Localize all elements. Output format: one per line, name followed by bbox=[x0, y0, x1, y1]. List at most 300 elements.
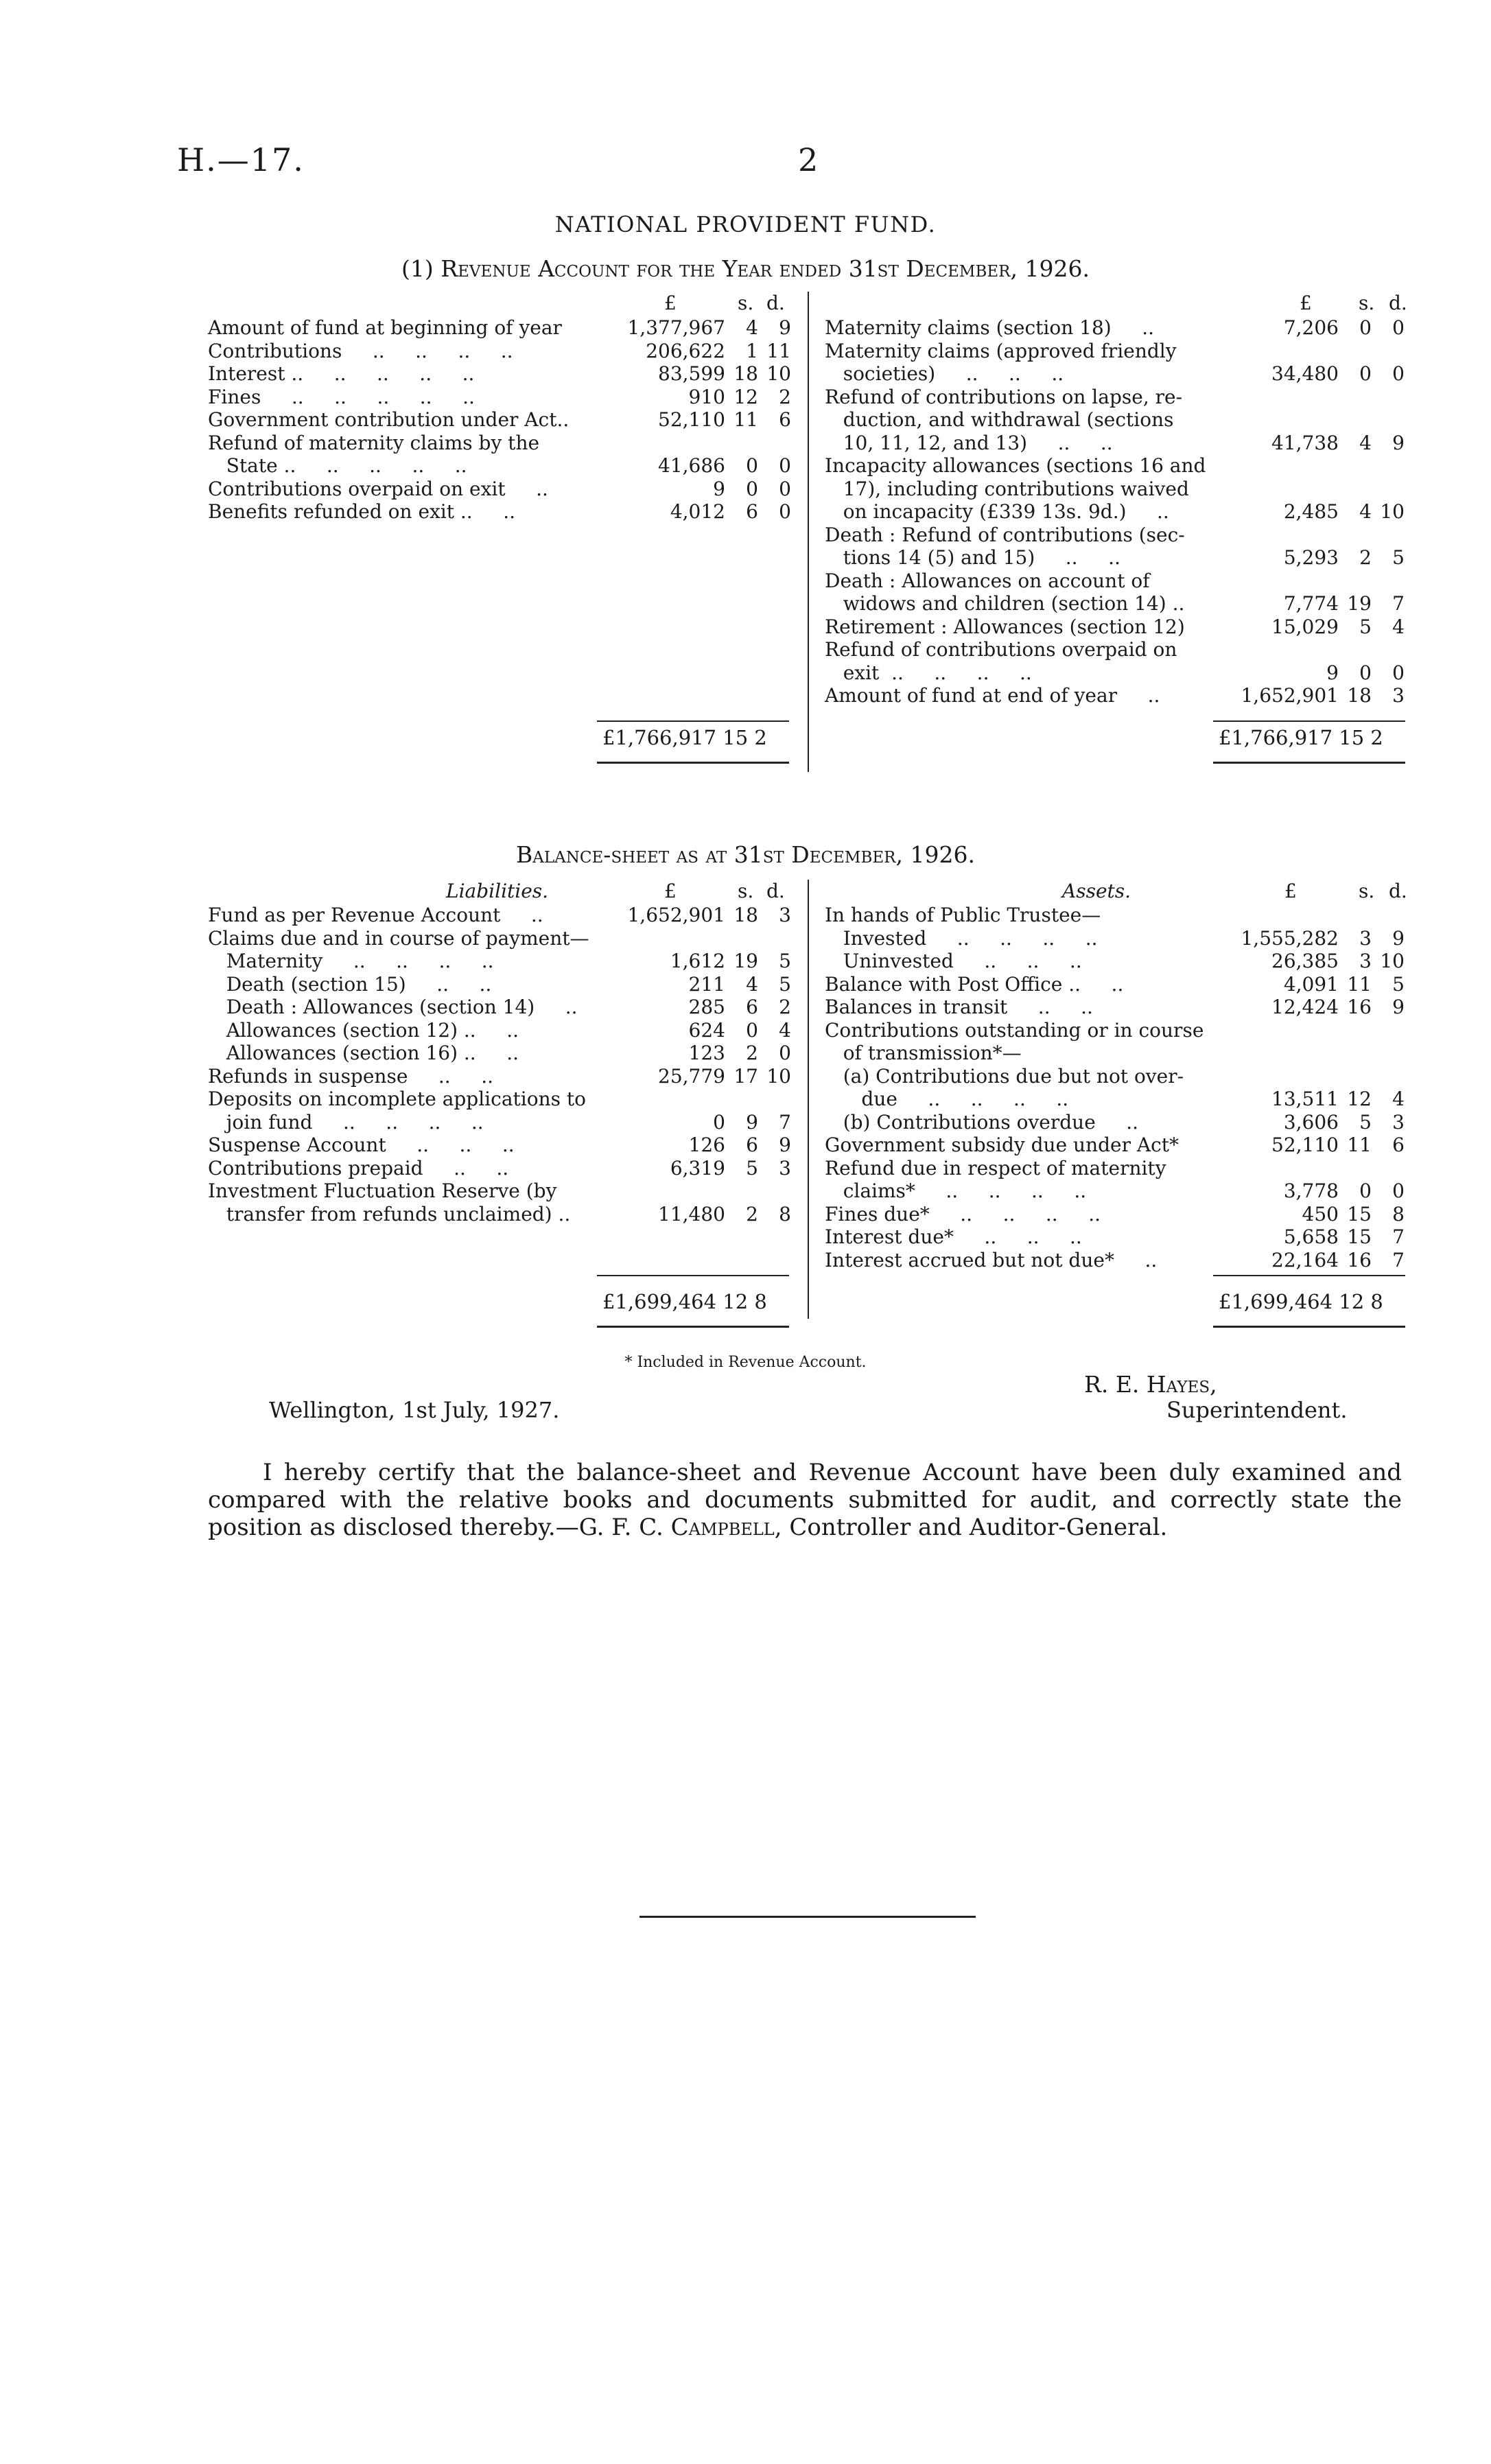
table-row bbox=[208, 1134, 791, 1157]
row-amount bbox=[615, 1019, 791, 1042]
amount-pounds: 12,424 bbox=[1271, 996, 1339, 1018]
amount-pence: 3 bbox=[1392, 1110, 1405, 1134]
row-amount bbox=[1222, 316, 1405, 340]
row-label: Invested .. .. .. .. bbox=[825, 926, 1098, 950]
table-row bbox=[825, 454, 1405, 478]
amount-pence: 2 bbox=[779, 996, 791, 1018]
row-label: Government contribution under Act.. bbox=[208, 408, 570, 431]
table-row bbox=[825, 1019, 1405, 1042]
liabilities-sum-rule bbox=[597, 1275, 789, 1276]
amount-pounds: 206,622 bbox=[646, 339, 725, 362]
amount-shillings: 3 bbox=[1359, 950, 1372, 972]
row-amount bbox=[1222, 950, 1405, 973]
row-label: Refund of contributions overpaid on bbox=[825, 638, 1177, 661]
amount-shillings: 4 bbox=[746, 972, 758, 996]
revenue-left-total: £1,766,917 15 2 bbox=[602, 726, 767, 749]
amount-shillings: 0 bbox=[1359, 661, 1372, 684]
table-row bbox=[825, 500, 1405, 524]
amount-shillings: 12 bbox=[733, 385, 758, 408]
amount-pounds: 11,480 bbox=[658, 1202, 725, 1225]
assets-heading: Assets. bbox=[1062, 880, 1131, 902]
amount-pounds: 6,319 bbox=[670, 1156, 725, 1180]
amount-shillings: 0 bbox=[1359, 362, 1372, 385]
revenue-left-sum-rule bbox=[597, 720, 789, 722]
row-label: duction, and withdrawal (sections bbox=[825, 408, 1174, 431]
row-amount bbox=[615, 904, 791, 927]
amount-shillings: 11 bbox=[1347, 972, 1372, 996]
amount-shillings: 12 bbox=[1347, 1088, 1372, 1110]
amount-pounds: 9 bbox=[1326, 661, 1339, 684]
assets-pound-header: £ bbox=[1284, 880, 1297, 902]
amount-shillings: 5 bbox=[746, 1156, 758, 1180]
amount-shillings: 17 bbox=[733, 1064, 758, 1088]
document-reference: H.—17. bbox=[177, 141, 305, 178]
assets-d-header: d. bbox=[1389, 880, 1407, 902]
amount-pounds: 22,164 bbox=[1271, 1248, 1339, 1271]
amount-pence: 11 bbox=[766, 339, 791, 362]
table-row bbox=[825, 316, 1405, 340]
amount-pounds: 26,385 bbox=[1271, 950, 1339, 972]
row-label: In hands of Public Trustee— bbox=[825, 904, 1101, 926]
amount-pence: 7 bbox=[1392, 1248, 1405, 1271]
table-row bbox=[825, 973, 1405, 996]
table-row bbox=[208, 1157, 791, 1180]
table-row bbox=[208, 432, 791, 455]
table-row bbox=[208, 408, 791, 432]
assets-list bbox=[825, 904, 1405, 1271]
table-row bbox=[208, 500, 791, 524]
row-amount bbox=[1222, 684, 1405, 707]
row-label: due .. .. .. .. bbox=[825, 1088, 1069, 1110]
row-label: join fund .. .. .. .. bbox=[208, 1110, 484, 1134]
table-row bbox=[825, 950, 1405, 973]
revenue-right-pound-header: £ bbox=[1300, 292, 1312, 314]
amount-pence: 3 bbox=[779, 904, 791, 926]
table-row bbox=[825, 927, 1405, 950]
table-row bbox=[208, 316, 791, 340]
revenue-left-pound-header: £ bbox=[664, 292, 677, 314]
amount-pounds: 41,686 bbox=[658, 454, 725, 477]
place-and-date: Wellington, 1st July, 1927. bbox=[269, 1397, 560, 1423]
row-label: on incapacity (£339 13s. 9d.) .. bbox=[825, 500, 1169, 523]
amount-pence: 0 bbox=[1392, 316, 1405, 339]
row-amount bbox=[1222, 1203, 1405, 1226]
amount-pounds: 52,110 bbox=[658, 408, 725, 431]
amount-pence: 0 bbox=[1392, 661, 1405, 684]
table-row bbox=[825, 432, 1405, 455]
amount-pence: 10 bbox=[766, 1064, 791, 1088]
amount-pence: 3 bbox=[779, 1156, 791, 1180]
table-row bbox=[825, 1134, 1405, 1157]
table-row bbox=[825, 1180, 1405, 1203]
row-label: claims* .. .. .. .. bbox=[825, 1180, 1087, 1202]
row-amount bbox=[615, 408, 791, 432]
table-row bbox=[825, 592, 1405, 615]
amount-pounds: 211 bbox=[688, 972, 725, 996]
row-amount bbox=[615, 1111, 791, 1134]
table-row bbox=[825, 1088, 1405, 1111]
revenue-right-sum-rule bbox=[1213, 720, 1405, 722]
row-amount bbox=[1222, 927, 1405, 950]
amount-pence: 9 bbox=[779, 316, 791, 339]
row-label: Interest .. .. .. .. .. bbox=[208, 362, 475, 385]
amount-pounds: 9 bbox=[713, 477, 725, 500]
amount-pounds: 1,612 bbox=[670, 950, 725, 972]
amount-pence: 4 bbox=[1392, 1088, 1405, 1110]
amount-shillings: 0 bbox=[1359, 316, 1372, 339]
amount-pounds: 126 bbox=[688, 1134, 725, 1156]
row-amount bbox=[1222, 1019, 1405, 1042]
row-label: Interest accrued but not due* .. bbox=[825, 1248, 1158, 1271]
document-title: NATIONAL PROVIDENT FUND. bbox=[554, 211, 937, 237]
table-row bbox=[825, 1157, 1405, 1180]
row-amount bbox=[615, 1065, 791, 1088]
row-label: Maternity .. .. .. .. bbox=[208, 950, 494, 972]
table-row bbox=[825, 340, 1405, 363]
amount-pounds: 7,774 bbox=[1283, 592, 1339, 615]
row-amount bbox=[1222, 1134, 1405, 1157]
amount-pence: 5 bbox=[779, 950, 791, 972]
amount-pounds: 285 bbox=[688, 996, 725, 1018]
row-amount bbox=[615, 1203, 791, 1226]
revenue-receipts-list bbox=[208, 316, 791, 524]
amount-shillings: 19 bbox=[733, 950, 758, 972]
row-label: Fund as per Revenue Account .. bbox=[208, 904, 543, 926]
amount-pence: 5 bbox=[1392, 546, 1405, 569]
assets-total: £1,699,464 12 8 bbox=[1219, 1290, 1383, 1313]
amount-shillings: 19 bbox=[1347, 592, 1372, 615]
amount-shillings: 5 bbox=[1359, 615, 1372, 638]
amount-pounds: 0 bbox=[713, 1110, 725, 1134]
amount-pounds: 123 bbox=[688, 1042, 725, 1064]
row-amount bbox=[1222, 1249, 1405, 1272]
revenue-right-d-header: d. bbox=[1389, 292, 1407, 314]
row-amount bbox=[615, 454, 791, 478]
amount-shillings: 0 bbox=[1359, 1180, 1372, 1202]
amount-pence: 10 bbox=[1380, 950, 1405, 972]
amount-pounds: 1,652,901 bbox=[627, 904, 725, 926]
balance-title-text: Balance-sheet as at 31st December, bbox=[516, 841, 903, 868]
amount-pounds: 15,029 bbox=[1271, 615, 1339, 638]
amount-pence: 9 bbox=[779, 1134, 791, 1156]
row-label: Contributions .. .. .. .. bbox=[208, 339, 513, 362]
row-label: State .. .. .. .. .. bbox=[208, 454, 467, 477]
row-amount bbox=[615, 316, 791, 340]
revenue-left-s-header: s. bbox=[738, 292, 754, 314]
assets-s-header: s. bbox=[1359, 880, 1375, 902]
row-label: Death : Refund of contributions (sec- bbox=[825, 523, 1185, 546]
table-row bbox=[208, 1111, 791, 1134]
assets-sum-rule bbox=[1213, 1275, 1405, 1276]
table-row bbox=[208, 1203, 791, 1226]
row-amount bbox=[1222, 1065, 1405, 1088]
certificate-signer: G. F. C. Campbell, bbox=[578, 1514, 782, 1541]
amount-shillings: 0 bbox=[746, 477, 758, 500]
row-label: Contributions overpaid on exit .. bbox=[208, 477, 548, 500]
row-label: Fines due* .. .. .. .. bbox=[825, 1202, 1101, 1225]
revenue-account-title bbox=[0, 255, 1491, 282]
amount-pounds: 1,377,967 bbox=[627, 316, 725, 339]
revenue-right-double-rule bbox=[1213, 762, 1405, 764]
row-amount bbox=[1222, 408, 1405, 432]
table-row bbox=[825, 362, 1405, 386]
row-amount bbox=[1222, 904, 1405, 927]
row-amount bbox=[615, 950, 791, 973]
amount-pence: 5 bbox=[1392, 972, 1405, 996]
row-amount bbox=[1222, 362, 1405, 386]
amount-pounds: 5,293 bbox=[1283, 546, 1339, 569]
row-amount bbox=[1222, 1157, 1405, 1180]
row-label: Death : Allowances (section 14) .. bbox=[208, 996, 578, 1018]
row-amount bbox=[1222, 592, 1405, 615]
row-amount bbox=[615, 340, 791, 363]
table-row bbox=[825, 684, 1405, 707]
table-row bbox=[825, 1249, 1405, 1272]
amount-shillings: 4 bbox=[746, 316, 758, 339]
amount-pounds: 624 bbox=[688, 1018, 725, 1042]
amount-pounds: 25,779 bbox=[658, 1064, 725, 1088]
row-label: Allowances (section 12) .. .. bbox=[208, 1018, 519, 1042]
table-row bbox=[825, 546, 1405, 570]
amount-pence: 0 bbox=[779, 454, 791, 477]
row-label: of transmission*— bbox=[825, 1042, 1022, 1064]
row-amount bbox=[615, 478, 791, 501]
amount-pence: 6 bbox=[1392, 1134, 1405, 1156]
row-amount bbox=[1222, 340, 1405, 363]
amount-shillings: 2 bbox=[746, 1042, 758, 1064]
row-label: Amount of fund at end of year .. bbox=[825, 684, 1160, 707]
row-amount bbox=[1222, 973, 1405, 996]
row-label: societies) .. .. .. bbox=[825, 362, 1064, 385]
amount-pence: 4 bbox=[779, 1018, 791, 1042]
end-rule bbox=[639, 1916, 976, 1918]
table-row bbox=[825, 478, 1405, 501]
row-amount bbox=[1222, 638, 1405, 661]
row-amount bbox=[1222, 1088, 1405, 1111]
amount-pence: 9 bbox=[1392, 996, 1405, 1018]
table-row bbox=[825, 408, 1405, 432]
amount-pounds: 7,206 bbox=[1283, 316, 1339, 339]
amount-shillings: 4 bbox=[1359, 431, 1372, 454]
row-amount bbox=[1222, 432, 1405, 455]
row-label: Maternity claims (section 18) .. bbox=[825, 316, 1155, 339]
liabilities-d-header: d. bbox=[766, 880, 785, 902]
table-row bbox=[825, 904, 1405, 927]
amount-pence: 5 bbox=[779, 972, 791, 996]
amount-pence: 0 bbox=[779, 500, 791, 523]
row-label: widows and children (section 14) .. bbox=[825, 592, 1185, 615]
table-row bbox=[208, 1180, 791, 1203]
amount-pence: 0 bbox=[779, 477, 791, 500]
amount-shillings: 3 bbox=[1359, 926, 1372, 950]
revenue-title-prefix: (1) bbox=[401, 255, 434, 282]
row-amount bbox=[615, 1042, 791, 1065]
amount-pounds: 2,485 bbox=[1283, 500, 1339, 523]
amount-pounds: 83,599 bbox=[658, 362, 725, 385]
row-label: Refund of maternity claims by the bbox=[208, 431, 540, 454]
table-row bbox=[825, 1065, 1405, 1088]
row-label: Benefits refunded on exit .. .. bbox=[208, 500, 516, 523]
amount-shillings: 2 bbox=[1359, 546, 1372, 569]
row-label: Maternity claims (approved friendly bbox=[825, 339, 1177, 362]
amount-pounds: 5,658 bbox=[1283, 1225, 1339, 1248]
table-row bbox=[825, 524, 1405, 547]
liabilities-total: £1,699,464 12 8 bbox=[602, 1290, 767, 1313]
revenue-right-s-header: s. bbox=[1359, 292, 1375, 314]
row-label: Balances in transit .. .. bbox=[825, 996, 1093, 1018]
amount-pounds: 1,652,901 bbox=[1241, 684, 1339, 707]
amount-pence: 0 bbox=[1392, 362, 1405, 385]
revenue-right-total: £1,766,917 15 2 bbox=[1219, 726, 1383, 749]
row-label: 17), including contributions waived bbox=[825, 477, 1189, 500]
revenue-left-d-header: d. bbox=[766, 292, 785, 314]
table-row bbox=[825, 1111, 1405, 1134]
amount-pounds: 34,480 bbox=[1271, 362, 1339, 385]
row-amount bbox=[615, 1088, 791, 1111]
row-label: Allowances (section 16) .. .. bbox=[208, 1042, 519, 1064]
table-row bbox=[208, 478, 791, 501]
amount-pounds: 4,091 bbox=[1283, 972, 1339, 996]
amount-pence: 10 bbox=[766, 362, 791, 385]
amount-pence: 0 bbox=[779, 1042, 791, 1064]
row-label: exit .. .. .. .. bbox=[825, 661, 1032, 684]
amount-pence: 9 bbox=[1392, 431, 1405, 454]
row-label: Contributions prepaid .. .. bbox=[208, 1156, 509, 1180]
table-row bbox=[208, 950, 791, 973]
table-row bbox=[208, 996, 791, 1019]
revenue-left-double-rule bbox=[597, 762, 789, 764]
amount-pounds: 450 bbox=[1302, 1202, 1339, 1225]
row-label: Contributions outstanding or in course bbox=[825, 1018, 1204, 1042]
row-label: Death (section 15) .. .. bbox=[208, 972, 492, 996]
signatory-surname: Hayes, bbox=[1146, 1371, 1217, 1398]
row-amount bbox=[1222, 478, 1405, 501]
balance-column-divider bbox=[808, 880, 809, 1319]
table-row bbox=[208, 973, 791, 996]
amount-pence: 6 bbox=[779, 408, 791, 431]
amount-shillings: 5 bbox=[1359, 1110, 1372, 1134]
row-label: Incapacity allowances (sections 16 and bbox=[825, 454, 1206, 477]
row-amount bbox=[615, 1180, 791, 1203]
row-label: Fines .. .. .. .. .. bbox=[208, 385, 475, 408]
liabilities-list bbox=[208, 904, 791, 1225]
amount-shillings: 11 bbox=[733, 408, 758, 431]
amount-pounds: 1,555,282 bbox=[1241, 926, 1339, 950]
table-row bbox=[825, 386, 1405, 409]
balance-sheet-title bbox=[0, 841, 1491, 868]
page-number: 2 bbox=[798, 141, 819, 178]
row-amount bbox=[1222, 1111, 1405, 1134]
row-amount bbox=[615, 386, 791, 409]
table-row bbox=[825, 1203, 1405, 1226]
row-label: Death : Allowances on account of bbox=[825, 569, 1150, 592]
amount-shillings: 11 bbox=[1347, 1134, 1372, 1156]
liabilities-heading: Liabilities. bbox=[446, 880, 549, 902]
row-amount bbox=[1222, 1042, 1405, 1065]
amount-pounds: 41,738 bbox=[1271, 431, 1339, 454]
row-amount bbox=[615, 500, 791, 524]
amount-shillings: 0 bbox=[746, 454, 758, 477]
row-label: 10, 11, 12, and 13) .. .. bbox=[825, 431, 1113, 454]
row-label: Uninvested .. .. .. bbox=[825, 950, 1082, 972]
amount-shillings: 6 bbox=[746, 500, 758, 523]
row-label: Amount of fund at beginning of year bbox=[208, 316, 562, 339]
row-amount bbox=[615, 996, 791, 1019]
amount-pence: 7 bbox=[1392, 592, 1405, 615]
table-row bbox=[208, 927, 791, 950]
amount-shillings: 9 bbox=[746, 1110, 758, 1134]
amount-pence: 4 bbox=[1392, 615, 1405, 638]
table-row bbox=[208, 454, 791, 478]
audit-certificate bbox=[208, 1459, 1402, 1541]
amount-pounds: 3,606 bbox=[1283, 1110, 1339, 1134]
table-row bbox=[208, 1065, 791, 1088]
amount-pence: 7 bbox=[779, 1110, 791, 1134]
row-amount bbox=[1222, 500, 1405, 524]
certificate-text: I hereby certify that the balance-sheet and Revenue Account have been duly examined and compared with the relative books and documents submitted for audit, and correctly state the position as disclosed thereby.— bbox=[208, 1459, 1402, 1541]
row-label: tions 14 (5) and 15) .. .. bbox=[825, 546, 1120, 569]
row-amount bbox=[1222, 524, 1405, 547]
table-row bbox=[825, 661, 1405, 685]
row-label: Deposits on incomplete applications to bbox=[208, 1088, 586, 1110]
revenue-title-text: Revenue Account for the Year ended 31st December, bbox=[441, 255, 1018, 282]
row-label: Interest due* .. .. .. bbox=[825, 1225, 1082, 1248]
row-label: Suspense Account .. .. .. bbox=[208, 1134, 515, 1156]
signatory-name bbox=[1084, 1371, 1217, 1398]
row-amount bbox=[1222, 661, 1405, 685]
amount-shillings: 6 bbox=[746, 996, 758, 1018]
amount-pounds: 3,778 bbox=[1283, 1180, 1339, 1202]
balance-title-year: 1926. bbox=[910, 841, 975, 868]
row-label: Retirement : Allowances (section 12) bbox=[825, 615, 1185, 638]
row-amount bbox=[1222, 546, 1405, 570]
amount-pence: 2 bbox=[779, 385, 791, 408]
amount-shillings: 4 bbox=[1359, 500, 1372, 523]
row-amount bbox=[615, 1134, 791, 1157]
amount-shillings: 18 bbox=[1347, 684, 1372, 707]
row-amount bbox=[615, 1157, 791, 1180]
row-label: (b) Contributions overdue .. bbox=[825, 1110, 1139, 1134]
row-label: Government subsidy due under Act* bbox=[825, 1134, 1179, 1156]
amount-pounds: 910 bbox=[688, 385, 725, 408]
revenue-title-year: 1926. bbox=[1024, 255, 1090, 282]
liabilities-double-rule bbox=[597, 1326, 789, 1328]
table-row bbox=[208, 1019, 791, 1042]
table-row bbox=[208, 1042, 791, 1065]
certificate-signer-title: Controller and Auditor-General. bbox=[789, 1514, 1168, 1541]
row-amount bbox=[615, 973, 791, 996]
table-row bbox=[825, 996, 1405, 1019]
revenue-column-divider bbox=[808, 292, 809, 772]
amount-pence: 7 bbox=[1392, 1225, 1405, 1248]
table-row bbox=[825, 570, 1405, 593]
amount-shillings: 15 bbox=[1347, 1202, 1372, 1225]
amount-shillings: 18 bbox=[733, 362, 758, 385]
table-row bbox=[825, 638, 1405, 661]
row-label: Refund of contributions on lapse, re- bbox=[825, 385, 1183, 408]
row-label: Refunds in suspense .. .. bbox=[208, 1064, 494, 1088]
amount-shillings: 16 bbox=[1347, 996, 1372, 1018]
liabilities-s-header: s. bbox=[738, 880, 754, 902]
amount-shillings: 2 bbox=[746, 1202, 758, 1225]
amount-shillings: 6 bbox=[746, 1134, 758, 1156]
signatory-initials: R. E. bbox=[1084, 1371, 1140, 1398]
row-amount bbox=[1222, 570, 1405, 593]
footnote: * Included in Revenue Account. bbox=[624, 1354, 867, 1371]
amount-shillings: 16 bbox=[1347, 1248, 1372, 1271]
revenue-payments-list bbox=[825, 316, 1405, 707]
row-amount bbox=[1222, 386, 1405, 409]
